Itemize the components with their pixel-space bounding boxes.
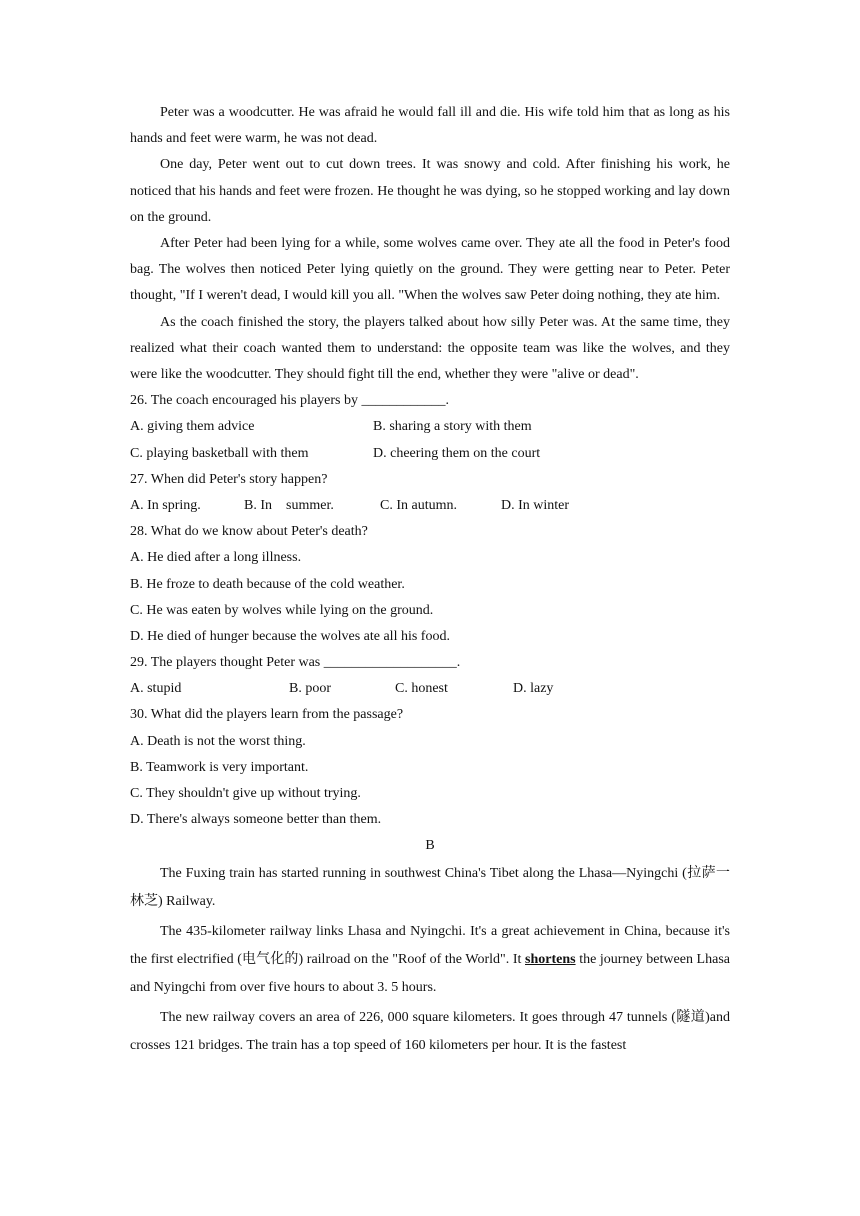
passage-b-paragraph-2-end: the journey between Lhasa and Nyingchi from over five hours to about 3. 5 hours. [130, 951, 730, 995]
question-29-option-d: D. lazy [513, 681, 554, 697]
underlined-keyword: shortens [525, 951, 576, 967]
question-30-option-a: A. Death is not the worst thing. [130, 733, 306, 749]
passage-b-paragraph-1: The Fuxing train has started running in southwest China's Tibet along the Lhasa—Nyingchi (拉萨一林芝) Railway. [130, 865, 730, 909]
question-27-options [130, 493, 730, 519]
question-27-option-a: A. In spring. [130, 497, 201, 513]
question-29-option-c: C. honest [395, 681, 448, 697]
passage-a-paragraph-3: After Peter had been lying for a while, some wolves came over. They ate all the food in Peter's food bag. The wolves then noticed Peter lying quietly on the ground. They were getting near to Peter. Peter thought, "If I weren't dead, I would kill you all. "When the wolves saw Peter doing nothing, they ate him. [130, 236, 730, 304]
passage-a-paragraph-1: Peter was a woodcutter. He was afraid he would fall ill and die. His wife told him that as long as his hands and feet were warm, he was not dead. [130, 105, 730, 147]
passage-b-paragraph-3: The new railway covers an area of 226, 000 square kilometers. It goes through 47 tunnels (隧道)and crosses 121 bridges. The train has a top speed of 160 kilometers per hour. It is the fastest [130, 1009, 730, 1053]
passage-b-paragraph-2-start: The 435-kilometer railway links Lhasa and Nyingchi. It's a great achievement in China, because it's the first electrified (电气化的) railroad on the "Roof of the World". It [130, 923, 730, 967]
question-26-options-row-1 [130, 414, 730, 440]
question-28-option-a: A. He died after a long illness. [130, 550, 302, 566]
question-27-option-b: B. In summer. [244, 497, 334, 513]
question-28-option-d: D. He died of hunger because the wolves ate all his food. [130, 628, 450, 644]
question-28-stem: 28. What do we know about Peter's death? [130, 524, 368, 540]
question-28-option-c: C. He was eaten by wolves while lying on the ground. [130, 602, 434, 618]
question-29-option-b: B. poor [289, 681, 331, 697]
passage-a-paragraph-2: One day, Peter went out to cut down trees. It was snowy and cold. After finishing his work, he noticed that his hands and feet were frozen. He thought he was dying, so he stopped working and lay down on the ground. [130, 157, 730, 225]
question-29-option-a: A. stupid [130, 681, 182, 697]
question-27-stem: 27. When did Peter's story happen? [130, 471, 328, 487]
question-29-stem: 29. The players thought Peter was ___________________. [130, 655, 461, 671]
question-30-option-b: B. Teamwork is very important. [130, 759, 309, 775]
question-27-option-d: D. In winter [501, 497, 570, 513]
question-30-option-d: D. There's always someone better than them. [130, 812, 382, 828]
question-26-option-c: C. playing basketball with them [130, 445, 309, 461]
document-page [130, 100, 730, 1060]
question-30-stem: 30. What did the players learn from the passage? [130, 707, 404, 723]
question-28-option-b: B. He froze to death because of the cold weather. [130, 576, 405, 592]
question-29-options [130, 676, 730, 702]
question-30-option-c: C. They shouldn't give up without trying. [130, 786, 361, 802]
question-26-option-a: A. giving them advice [130, 419, 255, 435]
question-26-options-row-2 [130, 441, 730, 467]
question-27-option-c: C. In autumn. [380, 497, 457, 513]
passage-b-paragraph-2 [130, 918, 730, 1002]
question-26-option-b: B. sharing a story with them [373, 419, 532, 435]
section-b-heading: B [425, 838, 435, 854]
question-26-option-d: D. cheering them on the court [373, 445, 541, 461]
question-26-stem: 26. The coach encouraged his players by ____________. [130, 393, 449, 409]
passage-a-paragraph-4: As the coach finished the story, the players talked about how silly Peter was. At the same time, they realized what their coach wanted them to understand: the opposite team was like the wolves, and they were like the woodcutter. They should fight till the end, whether they were "alive or dead". [130, 314, 730, 383]
